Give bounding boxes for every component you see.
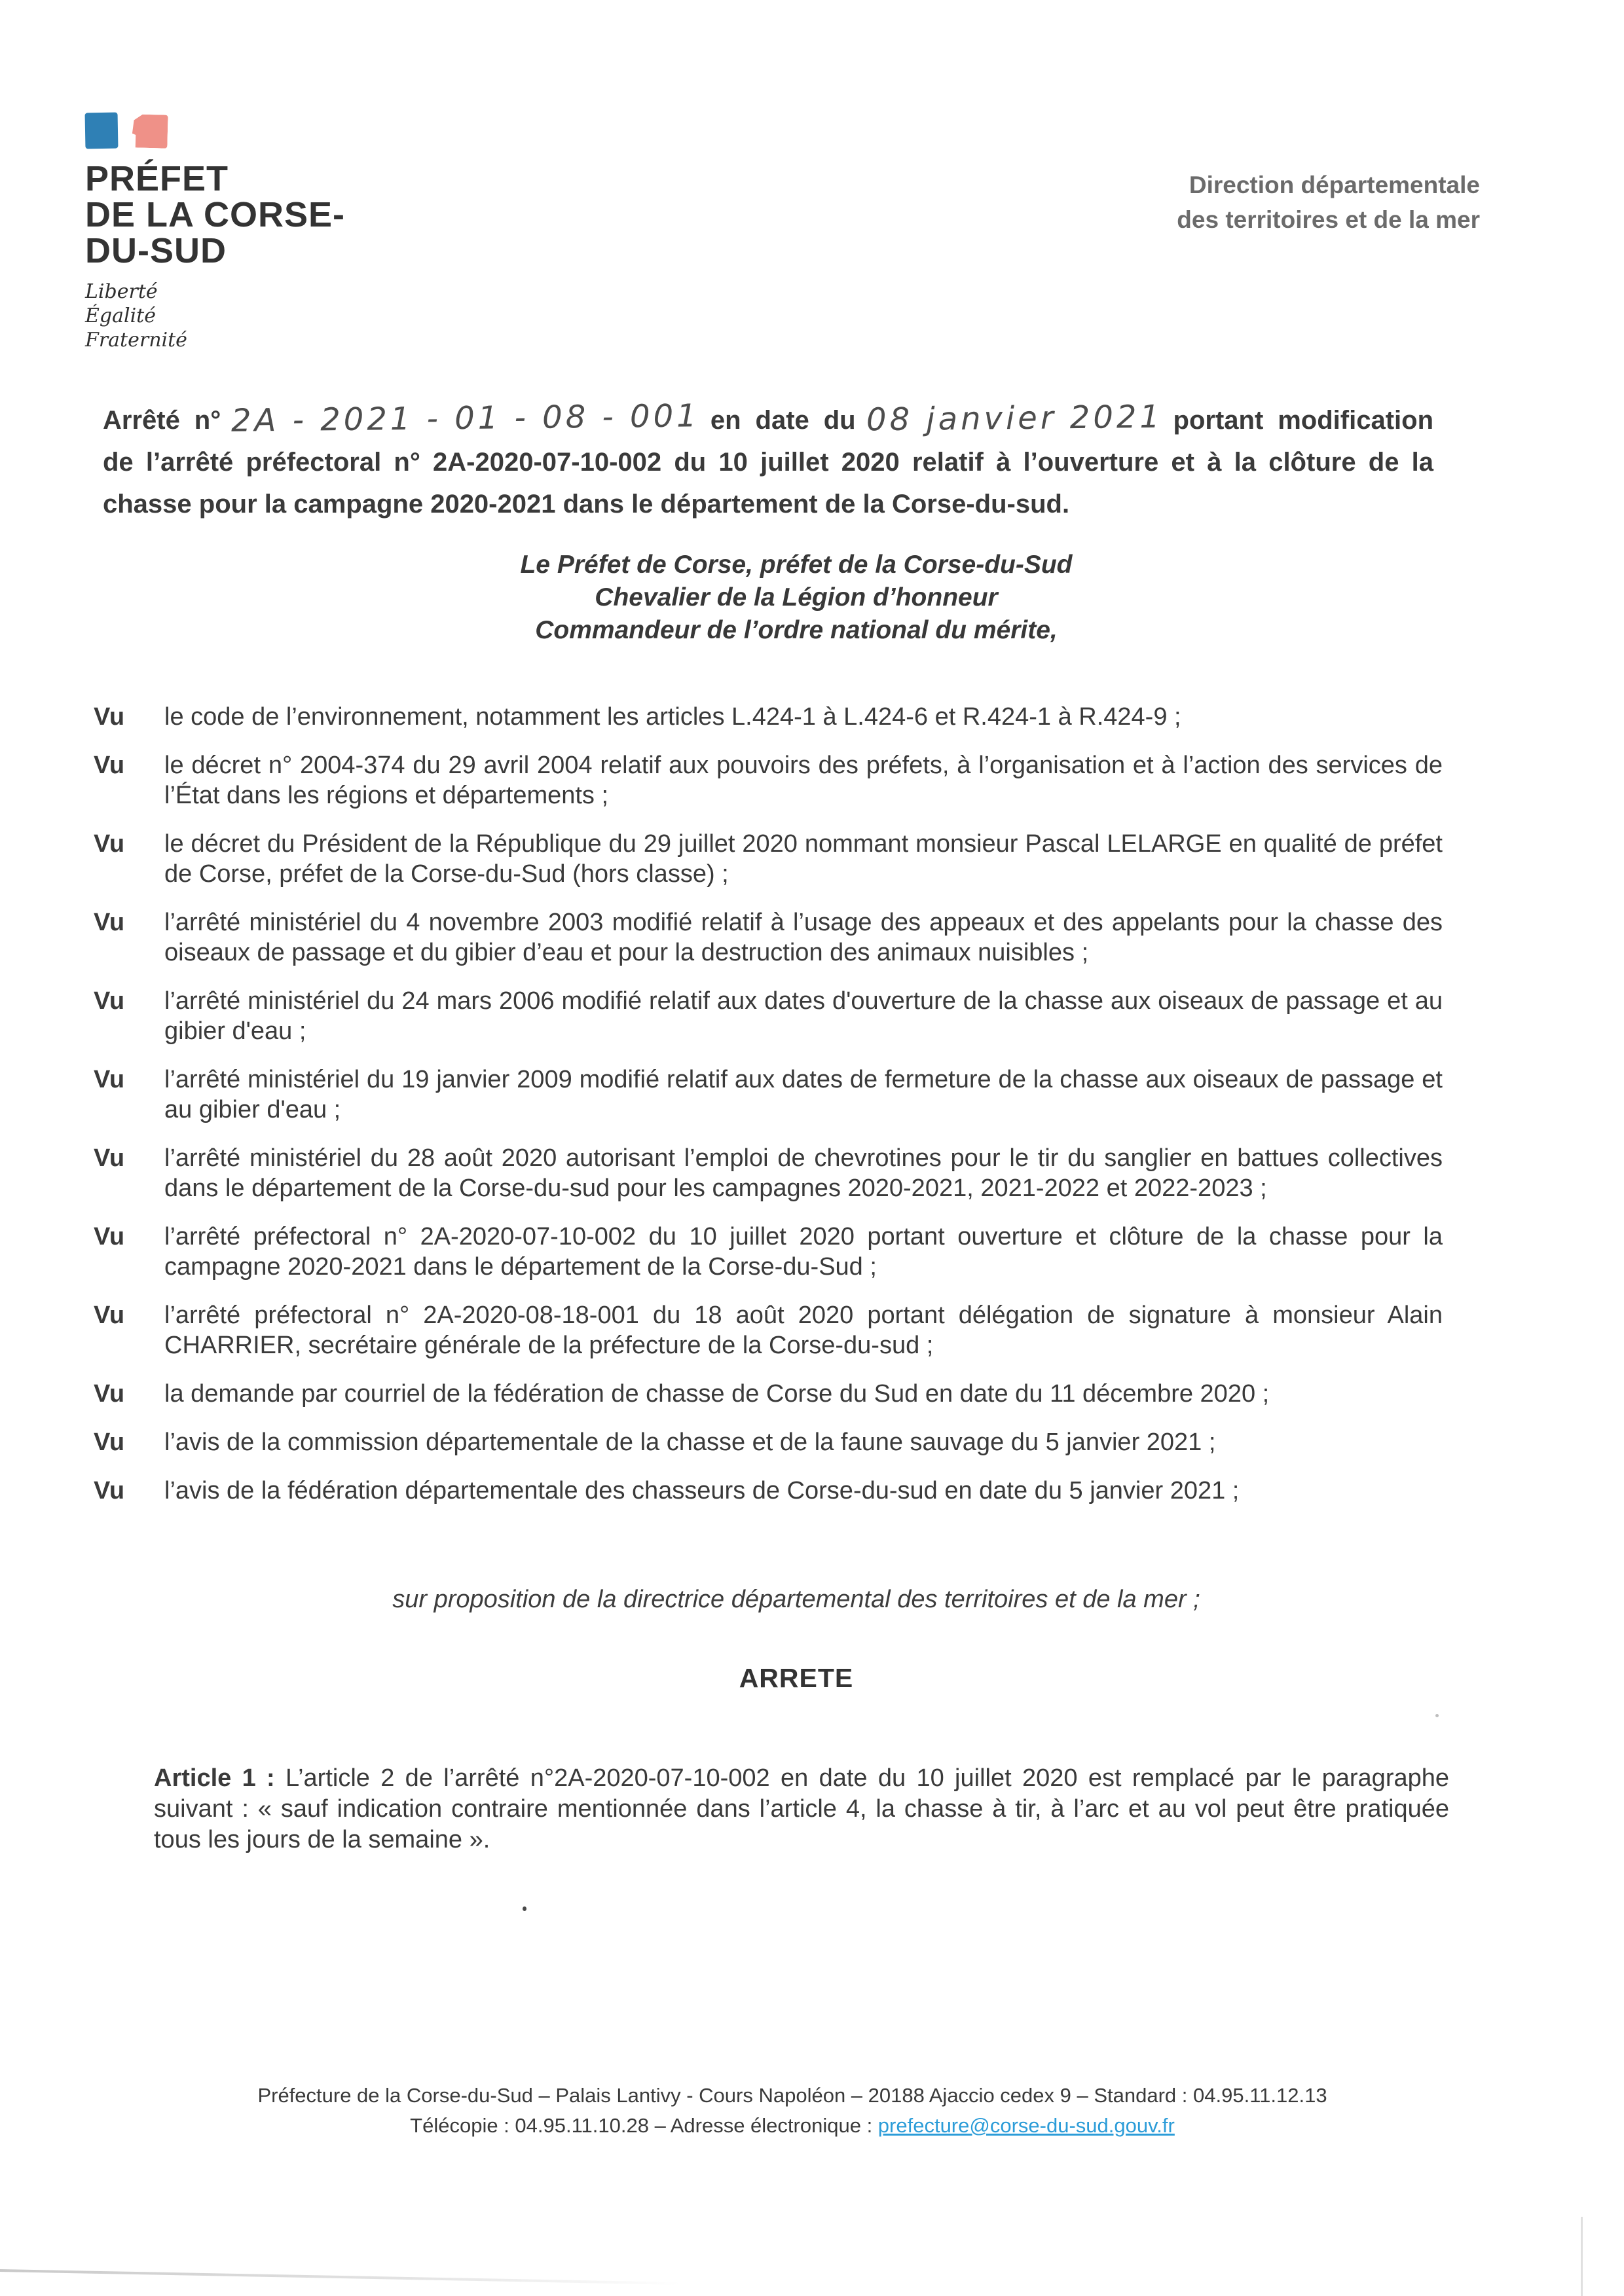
vu-item bbox=[94, 1476, 1443, 1506]
proposition-line: sur proposition de la directrice départemental des territoires et de la mer ; bbox=[392, 1586, 1200, 1613]
vu-label: Vu bbox=[94, 830, 125, 858]
vu-text: l’arrêté ministériel du 19 janvier 2009 modifié relatif aux dates de fermeture de la chasse aux oiseaux de passage et au gibier d'eau ; bbox=[164, 1066, 1443, 1123]
french-flag-icon bbox=[85, 113, 345, 151]
footer-line2 bbox=[98, 2111, 1486, 2141]
vu-text: l’avis de la commission départementale de la chasse et de la faune sauvage du 5 janvier 2021 ; bbox=[164, 1429, 1216, 1456]
vu-text: l’avis de la fédération départementale des chasseurs de Corse-du-sud en date du 5 janvier 2021 ; bbox=[164, 1477, 1240, 1504]
title-rest: portant modification de l’arrêté préfectoral n° 2A-2020-07-10-002 du 10 juillet 2020 relatif à l’ouverture et à la clôture de la chasse pour la campagne 2020-2021 dans le département de la Corse-du-sud. bbox=[103, 406, 1433, 519]
scan-edge-artifact bbox=[1581, 2217, 1583, 2296]
handwritten-date: 08 janvier 2021 bbox=[866, 398, 1163, 439]
direction-block bbox=[1177, 168, 1480, 237]
logo-title-line: PRÉFET bbox=[85, 159, 229, 198]
vu-label: Vu bbox=[94, 1066, 125, 1093]
vu-text: le décret du Président de la République du 29 juillet 2020 nommant monsieur Pascal LELARGE en qualité de préfet de Corse, préfet de la Corse-du-Sud (hors classe) ; bbox=[164, 830, 1443, 888]
article-1-paragraph bbox=[154, 1763, 1449, 1855]
logo-title-line: DU-SUD bbox=[85, 231, 227, 270]
logo-motto bbox=[85, 280, 345, 352]
vu-text: l’arrêté ministériel du 28 août 2020 autorisant l’emploi de chevrotines pour le tir du sanglier en battues collectives dans le département de la Corse-du-sud pour les campagnes 2020-2021, 2021-2022 et 2022-2023 ; bbox=[164, 1144, 1443, 1202]
salutation-line: Commandeur de l’ordre national du mérite, bbox=[535, 616, 1058, 644]
arrete-heading: ARRETE bbox=[739, 1663, 854, 1693]
vu-item bbox=[94, 1143, 1443, 1203]
vu-item bbox=[94, 986, 1443, 1046]
article-1-label: Article 1 : bbox=[154, 1764, 275, 1792]
document-title bbox=[103, 399, 1433, 525]
logo-motto-line: Fraternité bbox=[85, 329, 187, 352]
vu-text: le code de l’environnement, notamment les articles L.424-1 à L.424-6 et R.424-1 à R.424-9 ; bbox=[164, 703, 1181, 731]
vu-text: l’arrêté ministériel du 4 novembre 2003 modifié relatif à l’usage des appeaux et des appelants pour la chasse des oiseaux de passage et du gibier d’eau et pour la destruction des animaux nuisibles ; bbox=[164, 909, 1443, 966]
logo-title bbox=[85, 161, 345, 269]
logo-title-line: DE LA CORSE- bbox=[85, 195, 346, 234]
vu-item bbox=[94, 907, 1443, 968]
footer-line1: Préfecture de la Corse-du-Sud – Palais Lantivy - Cours Napoléon – 20188 Ajaccio cedex 9 – Standard : 04.95.11.12.13 bbox=[257, 2084, 1327, 2107]
footer bbox=[98, 2081, 1486, 2141]
logo-motto-line: Égalité bbox=[85, 304, 156, 327]
vu-label: Vu bbox=[94, 987, 125, 1015]
prefet-logo bbox=[85, 113, 345, 352]
title-date-label: en date du bbox=[710, 406, 856, 435]
vu-label: Vu bbox=[94, 703, 125, 731]
vu-text: le décret n° 2004-374 du 29 avril 2004 relatif aux pouvoirs des préfets, à l’organisation et à l’action des services de l’État dans les régions et départements ; bbox=[164, 752, 1443, 809]
vu-item bbox=[94, 1065, 1443, 1125]
handwritten-arrete-number: 2A - 2021 - 01 - 08 - 001 bbox=[231, 397, 701, 439]
salutation-block bbox=[103, 549, 1490, 647]
vu-item bbox=[94, 1300, 1443, 1360]
vu-item bbox=[94, 829, 1443, 889]
salutation-line: Chevalier de la Légion d’honneur bbox=[595, 583, 998, 611]
footer-email-link[interactable]: prefecture@corse-du-sud.gouv.fr bbox=[877, 2114, 1175, 2137]
direction-line: des territoires et de la mer bbox=[1177, 206, 1480, 233]
direction-line: Direction départementale bbox=[1189, 172, 1480, 198]
scan-dot-artifact bbox=[1435, 1714, 1439, 1717]
vu-text: l’arrêté préfectoral n° 2A-2020-07-10-002 du 10 juillet 2020 portant ouverture et clôture de la chasse pour la campagne 2020-2021 dans le département de la Corse-du-Sud ; bbox=[164, 1223, 1443, 1281]
vu-list bbox=[94, 702, 1443, 1524]
article-1-text: L’article 2 de l’arrêté n°2A-2020-07-10-002 en date du 10 juillet 2020 est remplacé par le paragraphe suivant : « sauf indication contraire mentionnée dans l’article 4, la chasse à tir, à l’arc et au vol peut être pratiquée tous les jours de la semaine ». bbox=[154, 1764, 1450, 1853]
vu-item bbox=[94, 1427, 1443, 1457]
flag-red-icon bbox=[132, 114, 168, 148]
scan-shadow-artifact bbox=[0, 2269, 681, 2285]
vu-label: Vu bbox=[94, 1302, 125, 1329]
vu-item bbox=[94, 750, 1443, 811]
logo-motto-line: Liberté bbox=[85, 280, 158, 303]
salutation-line: Le Préfet de Corse, préfet de la Corse-du-Sud bbox=[520, 551, 1073, 579]
vu-item bbox=[94, 702, 1443, 732]
title-prefix: Arrêté n° bbox=[103, 406, 221, 435]
vu-item bbox=[94, 1222, 1443, 1282]
vu-label: Vu bbox=[94, 1380, 125, 1408]
vu-item bbox=[94, 1379, 1443, 1409]
flag-blue-icon bbox=[85, 113, 119, 149]
vu-label: Vu bbox=[94, 1144, 125, 1172]
vu-text: l’arrêté ministériel du 24 mars 2006 modifié relatif aux dates d'ouverture de la chasse aux oiseaux de passage et au gibier d'eau ; bbox=[164, 987, 1443, 1045]
vu-label: Vu bbox=[94, 1429, 125, 1456]
scan-dot-artifact bbox=[523, 1906, 526, 1911]
vu-label: Vu bbox=[94, 909, 125, 936]
vu-label: Vu bbox=[94, 752, 125, 779]
vu-text: la demande par courriel de la fédération de chasse de Corse du Sud en date du 11 décembre 2020 ; bbox=[164, 1380, 1270, 1408]
vu-label: Vu bbox=[94, 1477, 125, 1504]
vu-text: l’arrêté préfectoral n° 2A-2020-08-18-001 du 18 août 2020 portant délégation de signature à monsieur Alain CHARRIER, secrétaire générale de la préfecture de la Corse-du-sud ; bbox=[164, 1302, 1443, 1359]
vu-label: Vu bbox=[94, 1223, 125, 1250]
footer-line2-label: Télécopie : 04.95.11.10.28 – Adresse électronique : bbox=[410, 2114, 878, 2137]
